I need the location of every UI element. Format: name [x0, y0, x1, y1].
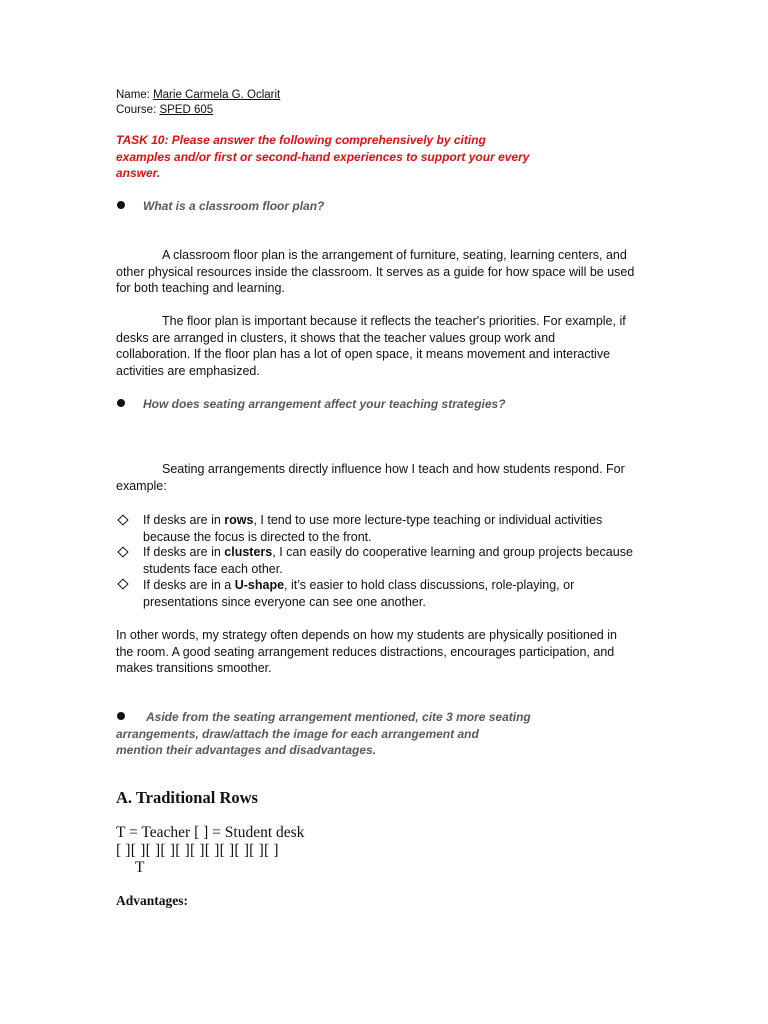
task-line-3: answer. — [116, 166, 161, 180]
answer-1-p1-line-2: other physical resources inside the classroom. It serves as a guide for how space will be used — [116, 264, 635, 279]
question-3-line-2: arrangements, draw/attach the image for each arrangement and — [116, 726, 479, 741]
answer-2-conclusion-line-3: makes transitions smoother. — [116, 661, 272, 675]
list-item-text: , it’s easier to hold class discussions, role-playing, or — [284, 578, 575, 592]
name-line — [116, 88, 280, 103]
answer-1-p2-line-4: activities are emphasized. — [116, 363, 260, 378]
list-item — [143, 512, 653, 545]
answer-2-conclusion-line-2: the room. A good seating arrangement reduces distractions, encourages participation, and — [116, 644, 615, 659]
answer-1-p1-line-3: for both teaching and learning. — [116, 281, 285, 295]
course-value: SPED 605 — [159, 104, 214, 116]
section-a-heading: A. Traditional Rows — [116, 788, 258, 807]
answer-1-p1-line-1: A classroom floor plan is the arrangement of furniture, seating, learning centers, and — [162, 248, 627, 262]
list-item-emphasis: clusters — [224, 545, 273, 559]
answer-1-p2-line-1: The floor plan is important because it reflects the teacher's priorities. For example, if — [162, 314, 626, 328]
course-line — [116, 103, 213, 118]
task-line-2: examples and/or first or second-hand experiences to support your every — [116, 149, 530, 164]
question-3-line-1: Aside from the seating arrangement mentioned, cite 3 more seating — [146, 710, 531, 724]
answer-1-paragraph-2 — [116, 313, 656, 379]
diamond-bullet-icon — [117, 546, 128, 557]
answer-2-intro-line-1: Seating arrangements directly influence how I teach and how students respond. For — [162, 462, 625, 476]
advantages-label: Advantages: — [116, 893, 189, 908]
question-3 — [116, 709, 576, 759]
answer-2-intro-line-2: example: — [116, 478, 167, 493]
list-item-text: If desks are in a — [143, 578, 235, 592]
answer-1-p2-line-3: collaboration. If the floor plan has a lot of open space, it means movement and interactive — [116, 347, 611, 361]
question-3-line-3: mention their advantages and disadvantages. — [116, 743, 377, 757]
list-item-emphasis: rows — [224, 513, 254, 527]
name-value: Marie Carmela G. Oclarit — [153, 89, 281, 101]
list-item — [143, 544, 653, 577]
teacher-position: T — [135, 859, 145, 876]
list-item-continuation: students face each other. — [143, 561, 283, 576]
course-label: Course: — [116, 104, 160, 116]
diamond-bullet-icon — [117, 514, 128, 525]
list-item-continuation: presentations since everyone can see one another. — [143, 594, 426, 609]
answer-2-intro — [116, 461, 656, 494]
name-label: Name: — [116, 89, 154, 101]
student-desks-row: [ ][ ][ ][ ][ ][ ][ ][ ][ ][ ][ ] — [116, 842, 279, 859]
list-item-emphasis: U-shape — [234, 578, 285, 592]
task-instructions — [116, 132, 556, 182]
diamond-bullet-icon — [117, 578, 128, 589]
list-item-text: , I tend to use more lecture-type teaching or individual activities — [253, 513, 603, 527]
task-line-1: TASK 10: Please answer the following comprehensively by citing — [116, 133, 486, 147]
list-item-text: If desks are in — [143, 545, 225, 559]
list-item-continuation: because the focus is directed to the front. — [143, 529, 372, 544]
bullet-icon — [117, 201, 125, 209]
answer-1-paragraph-1 — [116, 247, 656, 297]
question-2: How does seating arrangement affect your teaching strategies? — [143, 397, 506, 411]
bullet-icon — [117, 399, 125, 407]
seating-legend: T = Teacher [ ] = Student desk — [116, 824, 305, 841]
list-item-text: , I can easily do cooperative learning and group projects because — [272, 545, 633, 559]
answer-2-conclusion — [116, 627, 656, 677]
list-item-text: If desks are in — [143, 513, 225, 527]
answer-1-p2-line-2: desks are arranged in clusters, it shows that the teacher values group work and — [116, 330, 556, 345]
list-item — [143, 577, 653, 610]
answer-2-conclusion-line-1: In other words, my strategy often depends on how my students are physically positioned in — [116, 628, 617, 642]
question-1: What is a classroom floor plan? — [143, 199, 325, 213]
